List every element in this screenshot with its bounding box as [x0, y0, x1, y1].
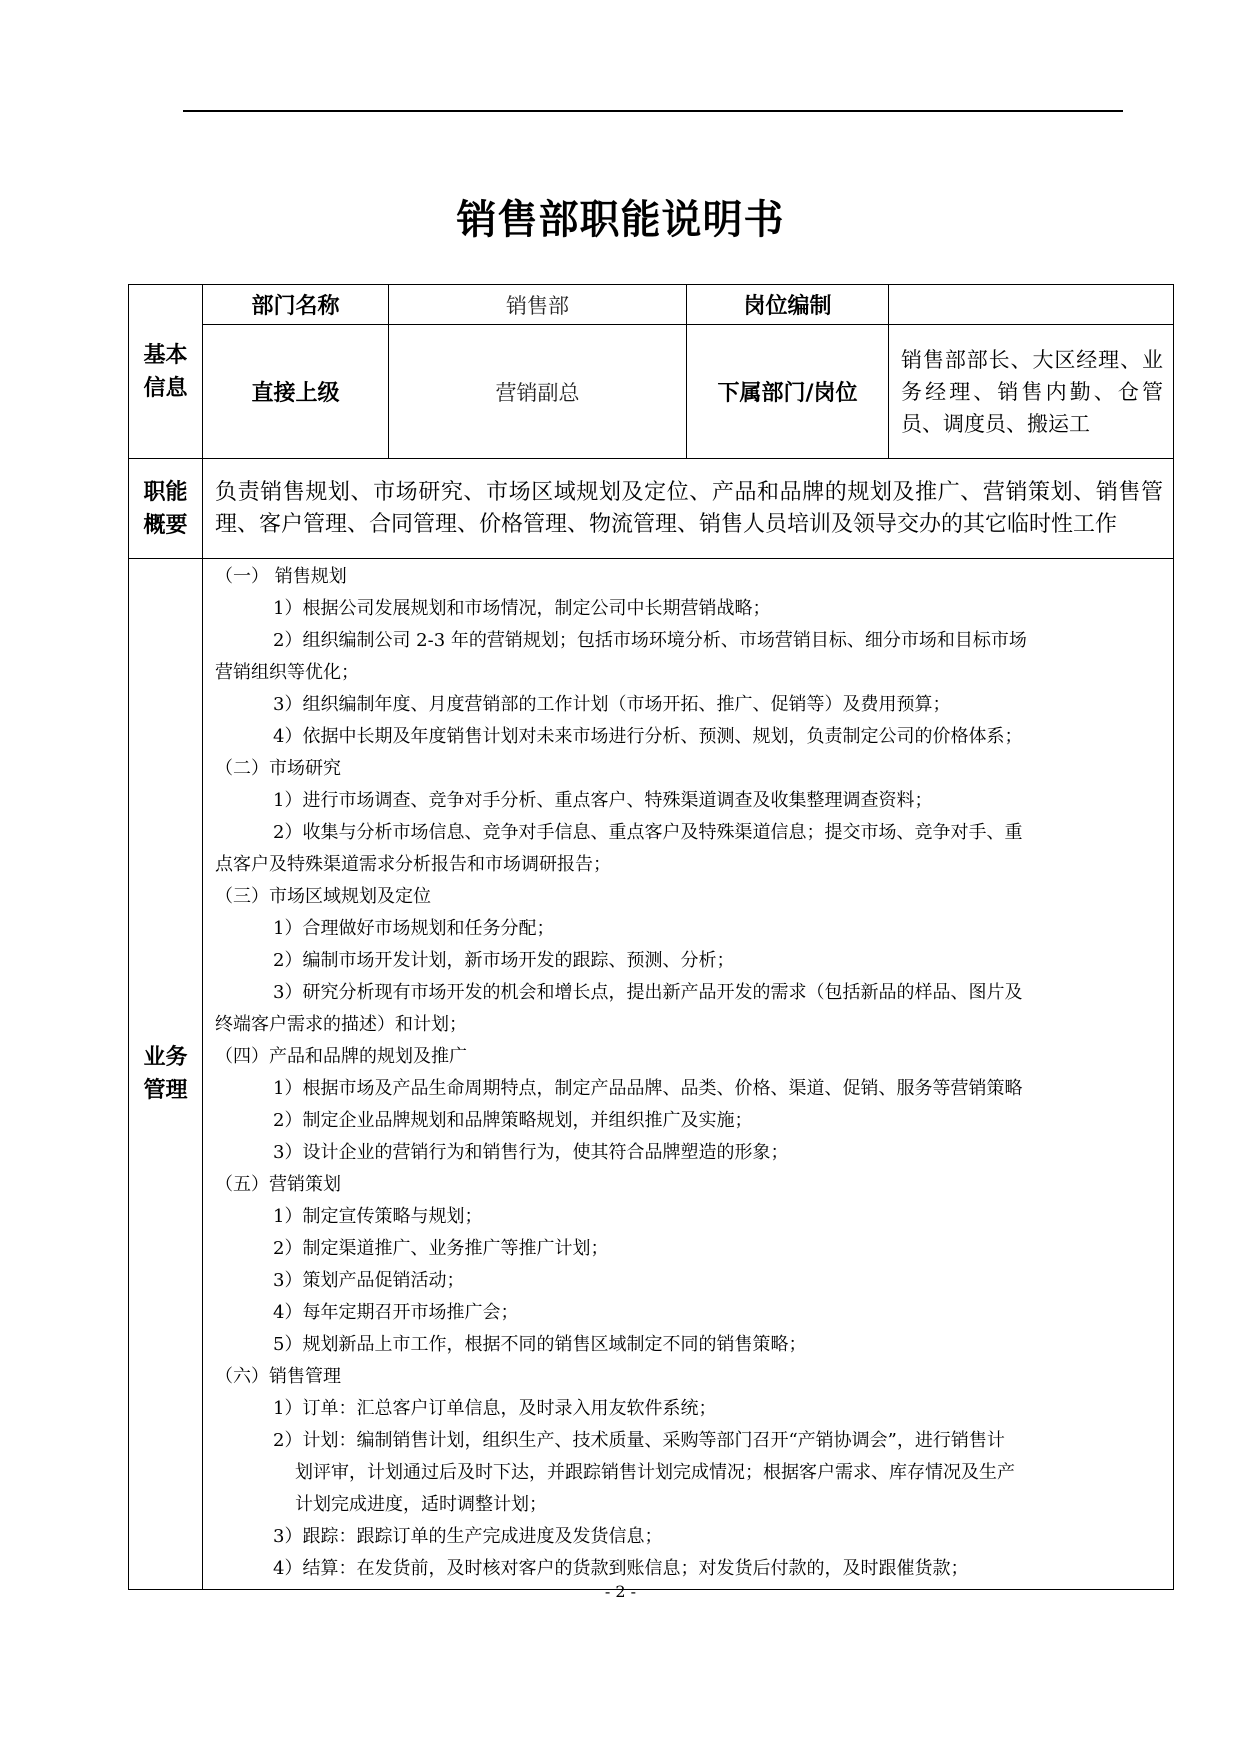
superior-label: 直接上级 — [203, 325, 389, 459]
list-item: 2）收集与分析市场信息、竞争对手信息、重点客户及特殊渠道信息；提交市场、竞争对手、重 — [273, 822, 1023, 843]
list-item-continuation: 划评审，计划通过后及时下达，并跟踪销售计划完成情况；根据客户需求、库存情况及生产 — [295, 1462, 1015, 1483]
list-item: 3）组织编制年度、月度营销部的工作计划（市场开拓、推广、促销等）及费用预算； — [273, 694, 951, 715]
list-item: 2）编制市场开发计划，新市场开发的跟踪、预测、分析； — [273, 950, 735, 971]
summary-text: 负责销售规划、市场研究、市场区域规划及定位、产品和品牌的规划及推广、营销策划、销售管理、客户管理、合同管理、价格管理、物流管理、销售人员培训及领导交办的其它临时性工作 — [203, 459, 1174, 559]
summary-row — [129, 459, 1174, 559]
headcount-value — [889, 285, 1174, 325]
subordinate-label: 下属部门/岗位 — [687, 325, 889, 459]
list-item: 1）根据公司发展规划和市场情况，制定公司中长期营销战略； — [273, 598, 771, 619]
function-table — [128, 284, 1174, 1590]
section-heading: （一） 销售规划 — [215, 566, 347, 587]
list-item-continuation: 点客户及特殊渠道需求分析报告和市场调研报告； — [215, 854, 611, 875]
list-item: 3）研究分析现有市场开发的机会和增长点，提出新产品开发的需求（包括新品的样品、图片及 — [273, 982, 1023, 1003]
dept-name-value: 销售部 — [389, 285, 687, 325]
dept-name-label: 部门名称 — [203, 285, 389, 325]
business-label-text: 业务 管理 — [143, 1045, 188, 1103]
list-item: 2）制定企业品牌规划和品牌策略规划，并组织推广及实施； — [273, 1110, 753, 1131]
list-item: 1）合理做好市场规划和任务分配； — [273, 918, 555, 939]
list-item: 1）根据市场及产品生命周期特点，制定产品品牌、品类、价格、渠道、促销、服务等营销策略 — [273, 1078, 1023, 1099]
section-heading: （五）营销策划 — [215, 1174, 341, 1195]
basic-info-row-1 — [129, 285, 1174, 325]
list-item: 4）每年定期召开市场推广会； — [273, 1302, 519, 1323]
list-item: 3）跟踪：跟踪订单的生产完成进度及发货信息； — [273, 1526, 663, 1547]
summary-label-text: 职能 概要 — [143, 479, 188, 538]
list-item: 1）进行市场调查、竞争对手分析、重点客户、特殊渠道调查及收集整理调查资料； — [273, 790, 933, 811]
list-item: 1）订单：汇总客户订单信息，及时录入用友软件系统； — [273, 1398, 717, 1419]
superior-value: 营销副总 — [389, 325, 687, 459]
page-number: - 2 - — [604, 1582, 637, 1601]
header-rule — [183, 110, 1123, 112]
list-item: 2）计划：编制销售计划，组织生产、技术质量、采购等部门召开“产销协调会”，进行销售计 — [273, 1430, 1005, 1451]
document-title: 销售部职能说明书 — [456, 197, 785, 243]
business-row — [129, 559, 1174, 1590]
list-item: 3）策划产品促销活动； — [273, 1270, 465, 1291]
basic-info-row-2 — [129, 325, 1174, 459]
list-item-continuation: 营销组织等优化； — [215, 662, 359, 683]
business-label — [129, 559, 203, 1590]
list-item: 5）规划新品上市工作，根据不同的销售区域制定不同的销售策略； — [273, 1334, 807, 1355]
business-content — [203, 559, 1174, 1590]
subordinate-value: 销售部部长、大区经理、业务经理、销售内勤、仓管员、调度员、搬运工 — [889, 325, 1174, 459]
list-item: 2）制定渠道推广、业务推广等推广计划； — [273, 1238, 609, 1259]
list-item-continuation: 终端客户需求的描述）和计划； — [215, 1014, 467, 1035]
section-heading: （四）产品和品牌的规划及推广 — [215, 1046, 467, 1067]
basic-info-label — [129, 285, 203, 459]
list-item: 4）结算：在发货前，及时核对客户的货款到账信息；对发货后付款的，及时跟催货款； — [273, 1558, 969, 1579]
section-heading: （三）市场区域规划及定位 — [215, 886, 431, 907]
list-item: 3）设计企业的营销行为和销售行为，使其符合品牌塑造的形象； — [273, 1142, 789, 1163]
list-item-continuation: 计划完成进度，适时调整计划； — [295, 1494, 547, 1515]
basic-info-label-text: 基本 信息 — [143, 342, 188, 401]
summary-label — [129, 459, 203, 559]
section-heading: （六）销售管理 — [215, 1366, 341, 1387]
list-item: 4）依据中长期及年度销售计划对未来市场进行分析、预测、规划，负责制定公司的价格体系； — [273, 726, 1023, 747]
list-item: 1）制定宣传策略与规划； — [273, 1206, 483, 1227]
headcount-label: 岗位编制 — [687, 285, 889, 325]
list-item: 2）组织编制公司 2-3 年的营销规划；包括市场环境分析、市场营销目标、细分市场和目标市场 — [273, 630, 1027, 651]
section-heading: （二）市场研究 — [215, 758, 341, 779]
